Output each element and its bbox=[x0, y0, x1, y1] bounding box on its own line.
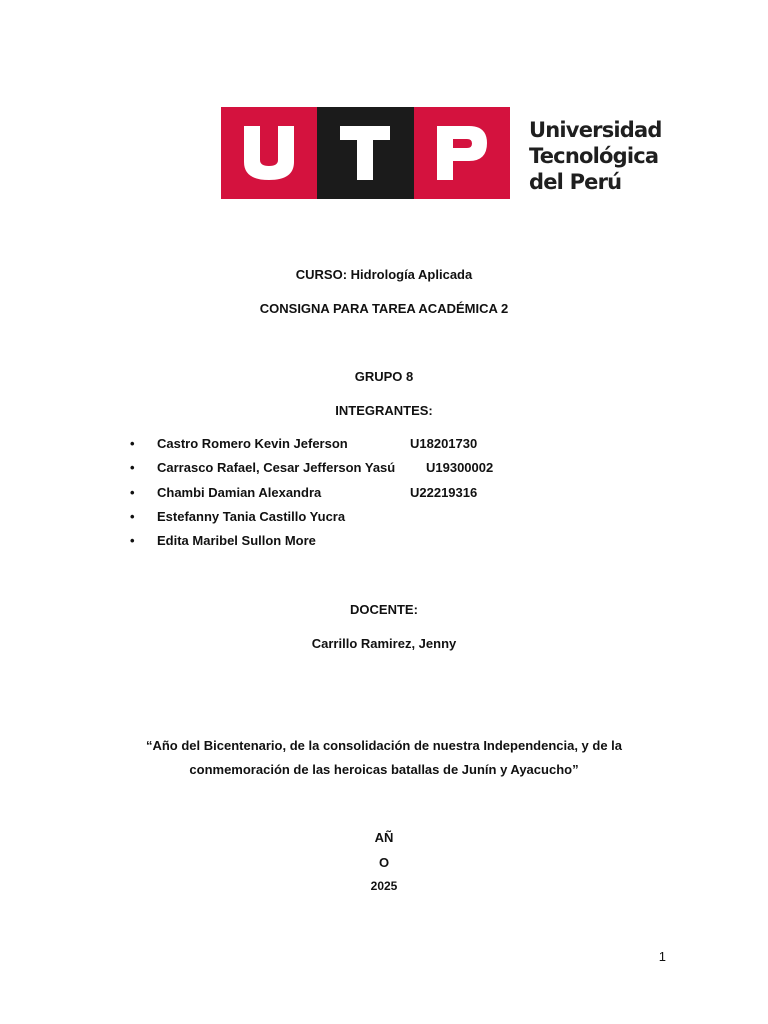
letter-p-icon bbox=[437, 126, 487, 180]
logo-text-line-2: Tecnológica bbox=[529, 144, 659, 168]
assignment-line: CONSIGNA PARA TAREA ACADÉMICA 2 bbox=[259, 301, 509, 316]
year-value: 2025 bbox=[370, 879, 398, 893]
bullet-icon: • bbox=[130, 460, 135, 476]
letter-u-icon bbox=[244, 126, 294, 180]
page-number: 1 bbox=[658, 949, 666, 964]
year-label-1: AÑ bbox=[374, 830, 394, 845]
logo-block-t bbox=[317, 107, 413, 199]
course-line: CURSO: Hidrología Aplicada bbox=[295, 267, 473, 282]
teacher-name: Carrillo Ramirez, Jenny bbox=[311, 636, 457, 651]
logo-block-u bbox=[221, 107, 317, 199]
teacher-heading: DOCENTE: bbox=[350, 602, 418, 617]
member-name: Carrasco Rafael, Cesar Jefferson Yasú bbox=[157, 460, 396, 476]
logo-text-line-1: Universidad bbox=[529, 118, 662, 142]
member-code: U19300002 bbox=[426, 460, 494, 476]
bullet-icon: • bbox=[130, 436, 135, 451]
members-heading: INTEGRANTES: bbox=[335, 403, 433, 418]
member-name: Edita Maribel Sullon More bbox=[157, 533, 316, 549]
logo-block-p bbox=[414, 107, 510, 199]
logo-wordmark bbox=[529, 117, 663, 195]
year-label-2: O bbox=[378, 855, 390, 870]
member-code: U22219316 bbox=[410, 484, 478, 500]
utp-logo bbox=[221, 107, 663, 199]
bullet-icon: • bbox=[130, 533, 135, 549]
motto-line-2: conmemoración de las heroicas batallas de Junín y Ayacucho” bbox=[189, 762, 579, 777]
letter-t-icon bbox=[340, 126, 390, 180]
member-name: Castro Romero Kevin Jeferson bbox=[157, 436, 348, 451]
member-code: U18201730 bbox=[410, 436, 478, 451]
group-line: GRUPO 8 bbox=[354, 369, 414, 384]
logo-text-line-3: del Perú bbox=[529, 170, 622, 194]
bullet-icon: • bbox=[130, 508, 135, 524]
member-name: Chambi Damian Alexandra bbox=[157, 484, 322, 500]
logo-blocks bbox=[221, 107, 510, 199]
motto-line-1: “Año del Bicentenario, de la consolidación de nuestra Independencia, y de la bbox=[145, 738, 623, 753]
member-name: Estefanny Tania Castillo Yucra bbox=[157, 508, 346, 524]
bullet-icon: • bbox=[130, 484, 135, 500]
